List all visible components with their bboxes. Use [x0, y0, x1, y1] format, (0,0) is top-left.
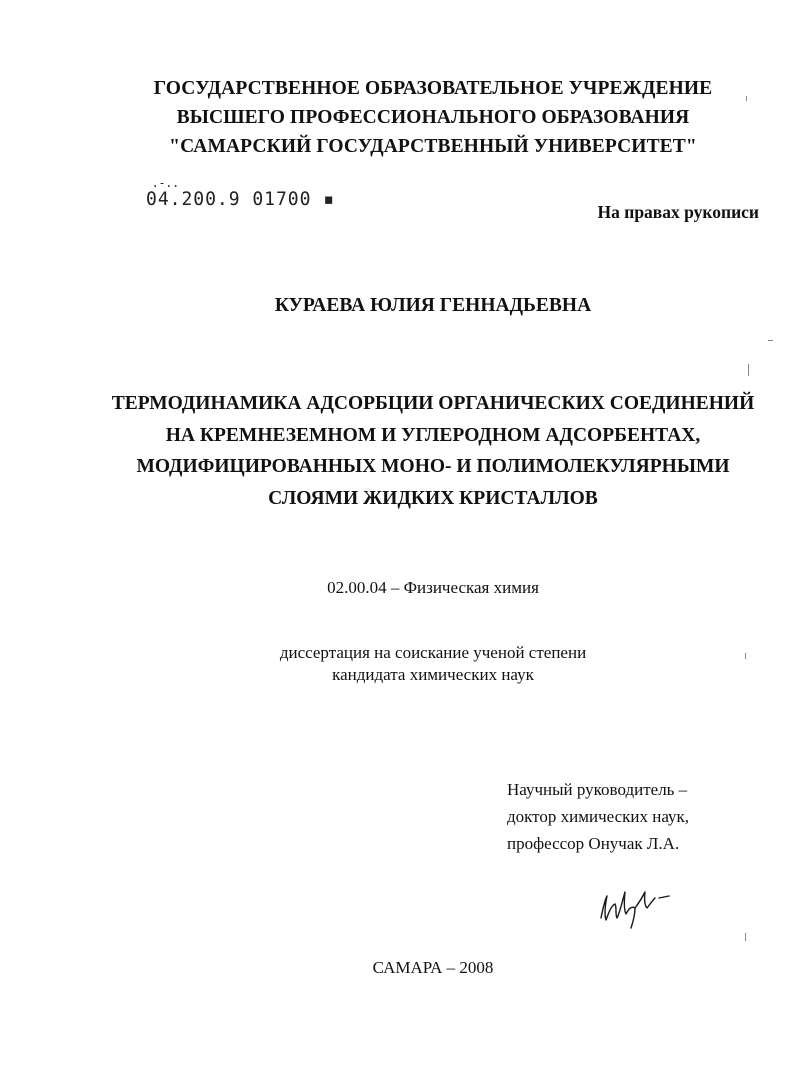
- specialty: 02.00.04 – Физическая химия: [327, 578, 539, 597]
- manuscript-note: На правах рукописи: [597, 202, 759, 222]
- scan-speck: [745, 933, 746, 941]
- institution-block: [0, 74, 795, 161]
- scan-speck: [768, 340, 773, 341]
- degree-line-1: диссертация на соискание ученой степени: [279, 643, 587, 662]
- supervisor-block: [507, 776, 689, 857]
- title-line-2: НА КРЕМНЕЗЕМНОМ И УГЛЕРОДНОМ АДСОРБЕНТАХ,: [165, 424, 701, 446]
- dissertation-title: [0, 388, 795, 514]
- degree-line-2: кандидата химических наук: [332, 665, 534, 684]
- title-line-1: ТЕРМОДИНАМИКА АДСОРБЦИИ ОРГАНИЧЕСКИХ СОЕДИНЕНИЙ: [111, 393, 755, 414]
- scan-speck: [745, 653, 746, 659]
- title-line-4: СЛОЯМИ ЖИДКИХ КРИСТАЛЛОВ: [268, 487, 598, 509]
- registration-stamp: [146, 176, 336, 210]
- scan-speck: [748, 364, 749, 376]
- signature-mark: [595, 878, 685, 930]
- supervisor-line-2: доктор химических наук,: [507, 807, 690, 826]
- author-name: КУРАЕВА ЮЛИЯ ГЕННАДЬЕВНА: [274, 295, 592, 316]
- institution-line-1: ГОСУДАРСТВЕННОЕ ОБРАЗОВАТЕЛЬНОЕ УЧРЕЖДЕНИЕ: [153, 78, 713, 99]
- scan-speck: [746, 96, 747, 101]
- degree-block: [0, 642, 795, 686]
- supervisor-line-1: Научный руководитель –: [507, 780, 688, 799]
- registration-number: 04.200.9 01700: [146, 188, 312, 210]
- stamp-dots-mark: .-..: [151, 176, 180, 190]
- institution-line-2: ВЫСШЕГО ПРОФЕССИОНАЛЬНОГО ОБРАЗОВАНИЯ: [176, 107, 690, 128]
- title-line-3: МОДИФИЦИРОВАННЫХ МОНО- И ПОЛИМОЛЕКУЛЯРНЫМИ: [136, 456, 730, 477]
- institution-line-3: "САМАРСКИЙ ГОСУДАРСТВЕННЫЙ УНИВЕРСИТЕТ": [169, 136, 697, 157]
- supervisor-line-3: профессор Онучак Л.А.: [507, 834, 680, 853]
- city-year: САМАРА – 2008: [372, 958, 494, 977]
- stamp-dash-mark: ▪: [311, 188, 336, 210]
